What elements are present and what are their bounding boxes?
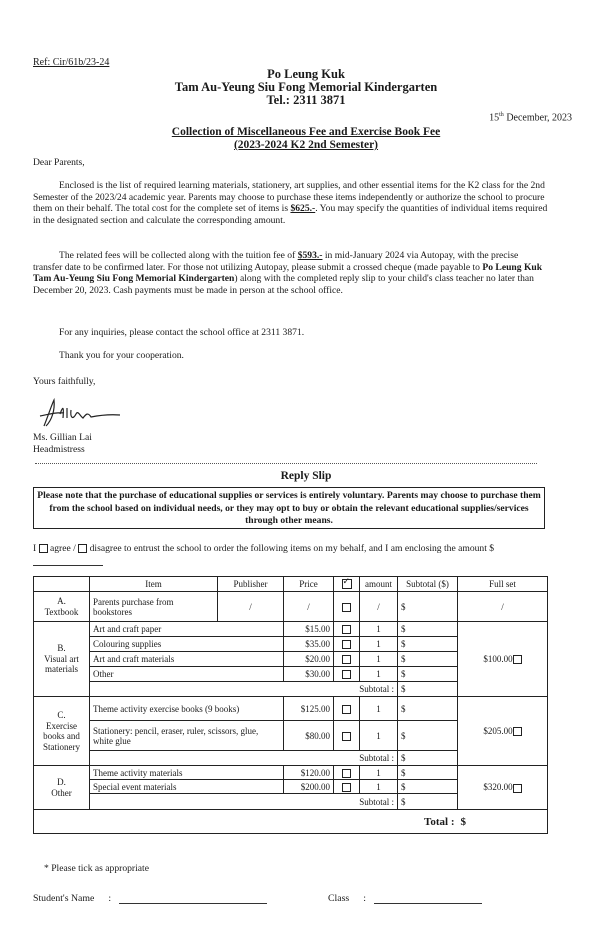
paragraph-2: The related fees will be collected along with the tuition fee of $593.- in mid-January 2024 via Autopay, with the precise transfer date to be confirmed later. For those not utilizing Autopay, please submit a crossed cheque (made payable to Po Leung Kuk Tam Au-Yeung Siu Fong Memorial Kindergarten) along with the completed reply slip to your child's class teacher no later than December 20, 2023. Cash payments must be made in person at the school office.: [33, 250, 543, 296]
cut-line: [35, 463, 537, 464]
category-d: D. Other: [34, 766, 90, 810]
full-set-b: $100.00: [458, 622, 548, 697]
full-set-d: $320.00: [458, 766, 548, 810]
school-tel: Tel.: 2311 3871: [266, 93, 346, 107]
class-field: Class :: [328, 893, 482, 904]
table-row: Other $30.00 1 $: [34, 667, 548, 682]
full-set-checkbox[interactable]: [513, 784, 522, 793]
table-row: D. Other Theme activity materials $120.00 1 $ $320.00: [34, 766, 548, 780]
table-row: B. Visual art materials Art and craft paper $15.00 1 $ $100.00: [34, 622, 548, 637]
col-item: Item: [90, 577, 218, 592]
signer-role: Headmistress: [33, 444, 85, 455]
amount-blank-field[interactable]: [33, 555, 103, 566]
col-price: Price: [284, 577, 334, 592]
item-checkbox[interactable]: [342, 783, 351, 792]
category-a: A. Textbook: [34, 592, 90, 622]
table-row: Art and craft materials $20.00 1 $: [34, 652, 548, 667]
agree-checkbox[interactable]: [39, 544, 48, 553]
total-set-cost: $625.-: [290, 203, 316, 215]
col-amount: amount: [360, 577, 398, 592]
letter-date: 15th December, 2023: [489, 112, 572, 124]
item-checkbox[interactable]: [342, 670, 351, 679]
tick-box-icon: [342, 579, 352, 589]
subtotal-row: Subtotal : $: [34, 794, 548, 810]
cheque-payee: Po Leung Kuk Tam Au-Yeung Siu Fong Memorial Kindergarten: [33, 261, 543, 285]
item-checkbox[interactable]: [342, 640, 351, 649]
item-checkbox[interactable]: [342, 769, 351, 778]
class-input[interactable]: [374, 893, 482, 904]
item-checkbox[interactable]: [342, 603, 351, 612]
category-c: C. Exercise books and Stationery: [34, 697, 90, 766]
letter-title: Collection of Miscellaneous Fee and Exercise Book Fee: [171, 126, 441, 138]
full-set-c: $205.00: [458, 697, 548, 766]
full-set-checkbox[interactable]: [513, 727, 522, 736]
signature: [36, 396, 126, 430]
col-subtotal: Subtotal ($): [398, 577, 458, 592]
closing: Yours faithfully,: [33, 376, 96, 387]
col-full-set: Full set: [458, 577, 548, 592]
voluntary-notice: Please note that the purchase of educational supplies or services is entirely voluntary. Parents may choose to purchase them from the school based on individual needs, or they may opt to buy or obtain the relevant educational supplies/services through other means.: [33, 487, 545, 529]
paragraph-4: Thank you for your cooperation.: [59, 350, 184, 361]
paragraph-1: Enclosed is the list of required learning materials, stationery, art supplies, and other essential items for the K2 class for the 2nd Semester of the 2023/24 academic year. Parents may choose to purchase these items independently or authorize the school to procure them on their behalf. The total cost for the complete set of items is $625.-. You may specify the quantities of individual items required in the designated section and calculate the corresponding amount.: [33, 180, 548, 226]
item-checkbox[interactable]: [342, 732, 351, 741]
reply-slip-title: Reply Slip: [280, 470, 332, 482]
reference-number: Ref: Cir/61b/23-24: [33, 57, 110, 68]
total-row: Total : $: [34, 810, 548, 834]
item-checkbox[interactable]: [342, 655, 351, 664]
table-row: Colouring supplies $35.00 1 $: [34, 637, 548, 652]
table-row: Special event materials $200.00 1 $: [34, 780, 548, 794]
student-name-field: Student's Name :: [33, 893, 267, 904]
student-name-input[interactable]: [119, 893, 267, 904]
agreement-statement: I agree / disagree to entrust the school to order the following items on my behalf, and I am enclosing the amount $: [33, 542, 553, 570]
letter-subtitle: (2023-2024 K2 2nd Semester): [233, 139, 379, 151]
item-checkbox[interactable]: [342, 625, 351, 634]
tuition-fee: $593.-: [297, 250, 323, 261]
item-checkbox[interactable]: [342, 705, 351, 714]
subtotal-row: Subtotal : $: [34, 751, 548, 766]
school-name: Tam Au-Yeung Siu Fong Memorial Kindergarten: [174, 80, 438, 94]
category-b: B. Visual art materials: [34, 622, 90, 697]
items-table: [33, 576, 548, 834]
disagree-checkbox[interactable]: [78, 544, 87, 553]
table-row: Stationery: pencil, eraser, ruler, scissors, glue, white glue $80.00 1 $: [34, 721, 548, 751]
table-row: C. Exercise books and Stationery Theme activity exercise books (9 books) $125.00 1 $ $205.00: [34, 697, 548, 721]
col-tick: [334, 577, 360, 592]
full-set-checkbox[interactable]: [513, 655, 522, 664]
letter-title-block: [0, 126, 612, 152]
subtotal-row: Subtotal : $: [34, 682, 548, 697]
paragraph-3: For any inquiries, please contact the school office at 2311 3871.: [59, 327, 305, 338]
footnote: * Please tick as appropriate: [44, 863, 149, 874]
table-header-row: [34, 577, 548, 592]
letterhead: [0, 68, 612, 107]
org-name: Po Leung Kuk: [267, 67, 345, 81]
signer-name: Ms. Gillian Lai: [33, 432, 92, 443]
salutation: Dear Parents,: [33, 157, 85, 168]
table-row: A. Textbook Parents purchase from bookstores / / / $ /: [34, 592, 548, 622]
col-publisher: Publisher: [218, 577, 284, 592]
